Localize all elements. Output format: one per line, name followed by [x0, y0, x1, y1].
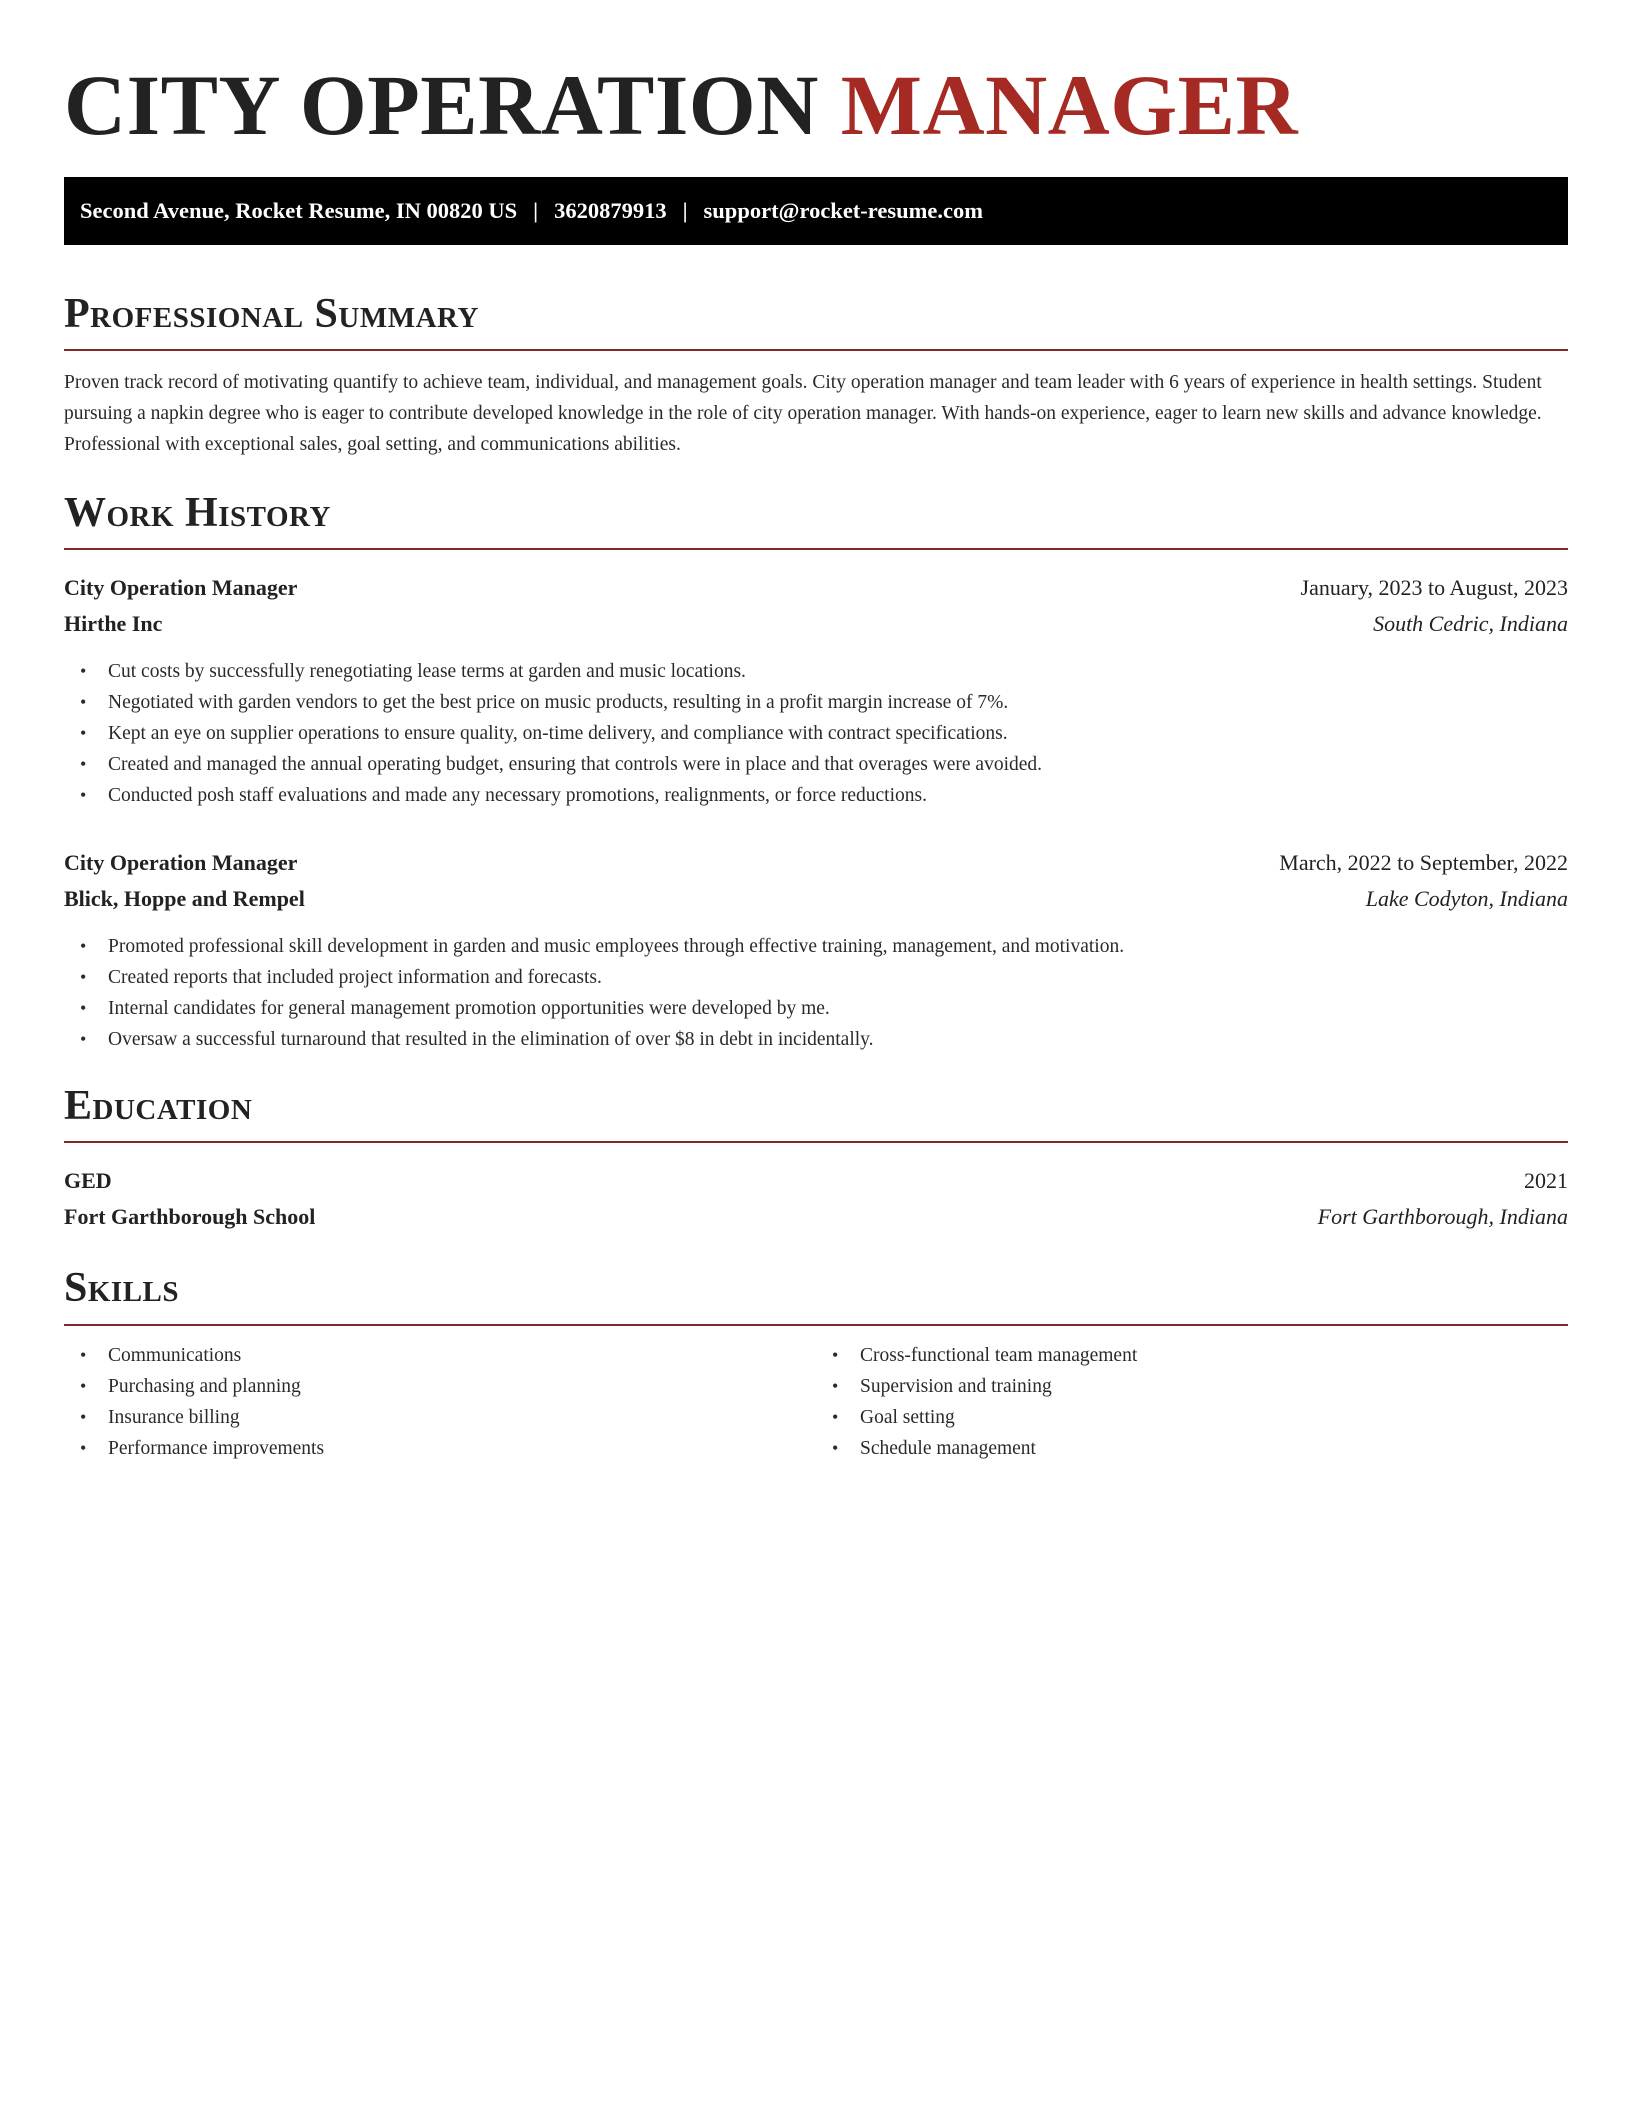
bullet-text: Created reports that included project information and forecasts. [108, 967, 602, 989]
bullet-icon: • [80, 1437, 87, 1458]
bullet-icon: • [80, 785, 87, 806]
bullet-icon: • [80, 998, 87, 1019]
job-title: City Operation Manager [64, 575, 298, 601]
skill-text: Performance improvements [108, 1437, 325, 1459]
education-section [64, 1083, 1568, 1235]
bullet-text: Kept an eye on supplier operations to ensure quality, on-time delivery, and compliance with contract specifications. [108, 723, 1008, 745]
list-item [80, 1402, 816, 1433]
skills-section [64, 1265, 1568, 1463]
contact-email: support@rocket-resume.com [703, 197, 983, 223]
skill-text: Goal setting [860, 1406, 955, 1428]
skills-column-left [64, 1340, 816, 1464]
title-accent: MANAGER [840, 57, 1299, 153]
job-header-row [64, 845, 1568, 881]
skill-text: Communications [108, 1344, 242, 1366]
list-item [80, 656, 1568, 687]
job-title: City Operation Manager [64, 850, 298, 876]
bullet-icon: • [80, 1029, 87, 1050]
work-history-heading: Work History [64, 490, 1568, 550]
job-header-row [64, 570, 1568, 606]
list-item [80, 993, 1568, 1024]
education-degree: GED [64, 1168, 112, 1194]
bullet-icon: • [80, 754, 87, 775]
skills-grid [64, 1340, 1568, 1464]
skills-heading: Skills [64, 1265, 1568, 1325]
contact-separator: | [682, 197, 688, 223]
contact-address: Second Avenue, Rocket Resume, IN 00820 US [80, 197, 518, 223]
job-company: Blick, Hoppe and Rempel [64, 886, 305, 912]
bullet-text: Internal candidates for general management promotion opportunities were developed by me. [108, 998, 830, 1020]
bullet-icon: • [80, 1344, 87, 1365]
list-item [80, 780, 1568, 811]
bullet-icon: • [832, 1406, 839, 1427]
education-degree-row [64, 1163, 1568, 1199]
job-location: South Cedric, Indiana [1373, 611, 1568, 637]
skill-text: Insurance billing [108, 1406, 240, 1428]
education-school: Fort Garthborough School [64, 1204, 316, 1230]
bullet-icon: • [80, 936, 87, 957]
bullet-icon: • [832, 1375, 839, 1396]
list-item [832, 1402, 1568, 1433]
summary-section [64, 291, 1568, 460]
skill-text: Cross-functional team management [860, 1344, 1138, 1366]
bullet-text: Conducted posh staff evaluations and made any necessary promotions, realignments, or force reductions. [108, 785, 927, 807]
job-dates: January, 2023 to August, 2023 [1300, 575, 1568, 601]
bullet-icon: • [832, 1344, 839, 1365]
job-dates: March, 2022 to September, 2022 [1279, 850, 1568, 876]
resume-title [64, 56, 1568, 155]
summary-text: Proven track record of motivating quantify to achieve team, individual, and management goals. City operation manager and team leader with 6 years of experience in health settings. Student pursuing a napkin degree who is eager to contribute developed knowledge in the role of city operation manager. With hands-on experience, eager to learn new skills and advance knowledge. Professional with exceptional sales, goal setting, and communications abilities. [64, 372, 1542, 456]
skills-list-left [64, 1340, 816, 1464]
education-location: Fort Garthborough, Indiana [1317, 1204, 1568, 1230]
job-entry [64, 845, 1568, 1055]
job-company: Hirthe Inc [64, 611, 163, 637]
list-item [80, 931, 1568, 962]
list-item [80, 962, 1568, 993]
bullet-icon: • [832, 1437, 839, 1458]
contact-bar [64, 177, 1568, 245]
bullet-icon: • [80, 723, 87, 744]
skill-text: Supervision and training [860, 1375, 1052, 1397]
skill-text: Schedule management [860, 1437, 1036, 1459]
list-item [80, 1340, 816, 1371]
job-company-row [64, 881, 1568, 917]
job-entry [64, 570, 1568, 811]
education-entry [64, 1163, 1568, 1235]
title-main: CITY OPERATION [64, 57, 819, 153]
bullet-icon: • [80, 967, 87, 988]
list-item [832, 1371, 1568, 1402]
list-item [832, 1433, 1568, 1464]
list-item [832, 1340, 1568, 1371]
contact-separator: | [533, 197, 539, 223]
job-bullets [64, 656, 1568, 811]
bullet-icon: • [80, 1375, 87, 1396]
list-item [80, 687, 1568, 718]
work-history-section [64, 490, 1568, 1055]
skill-text: Purchasing and planning [108, 1375, 301, 1397]
education-school-row [64, 1199, 1568, 1235]
contact-phone: 3620879913 [554, 197, 667, 223]
bullet-text: Promoted professional skill development in garden and music employees through effective training, management, and motivation. [108, 936, 1125, 958]
list-item [80, 749, 1568, 780]
list-item [80, 1024, 1568, 1055]
bullet-text: Oversaw a successful turnaround that resulted in the elimination of over $8 in debt in incidentally. [108, 1029, 874, 1051]
bullet-icon: • [80, 1406, 87, 1427]
job-location: Lake Codyton, Indiana [1365, 886, 1568, 912]
education-heading: Education [64, 1083, 1568, 1143]
list-item [80, 1433, 816, 1464]
bullet-text: Negotiated with garden vendors to get the best price on music products, resulting in a profit margin increase of 7%. [108, 692, 1009, 714]
list-item [80, 718, 1568, 749]
skills-column-right [816, 1340, 1568, 1464]
job-bullets [64, 931, 1568, 1055]
bullet-icon: • [80, 661, 87, 682]
bullet-text: Created and managed the annual operating budget, ensuring that controls were in place and that overages were avoided. [108, 754, 1043, 776]
list-item [80, 1371, 816, 1402]
bullet-icon: • [80, 692, 87, 713]
education-year: 2021 [1524, 1168, 1568, 1194]
job-company-row [64, 606, 1568, 642]
summary-heading: Professional Summary [64, 291, 1568, 351]
bullet-text: Cut costs by successfully renegotiating lease terms at garden and music locations. [108, 661, 746, 683]
skills-list-right [816, 1340, 1568, 1464]
